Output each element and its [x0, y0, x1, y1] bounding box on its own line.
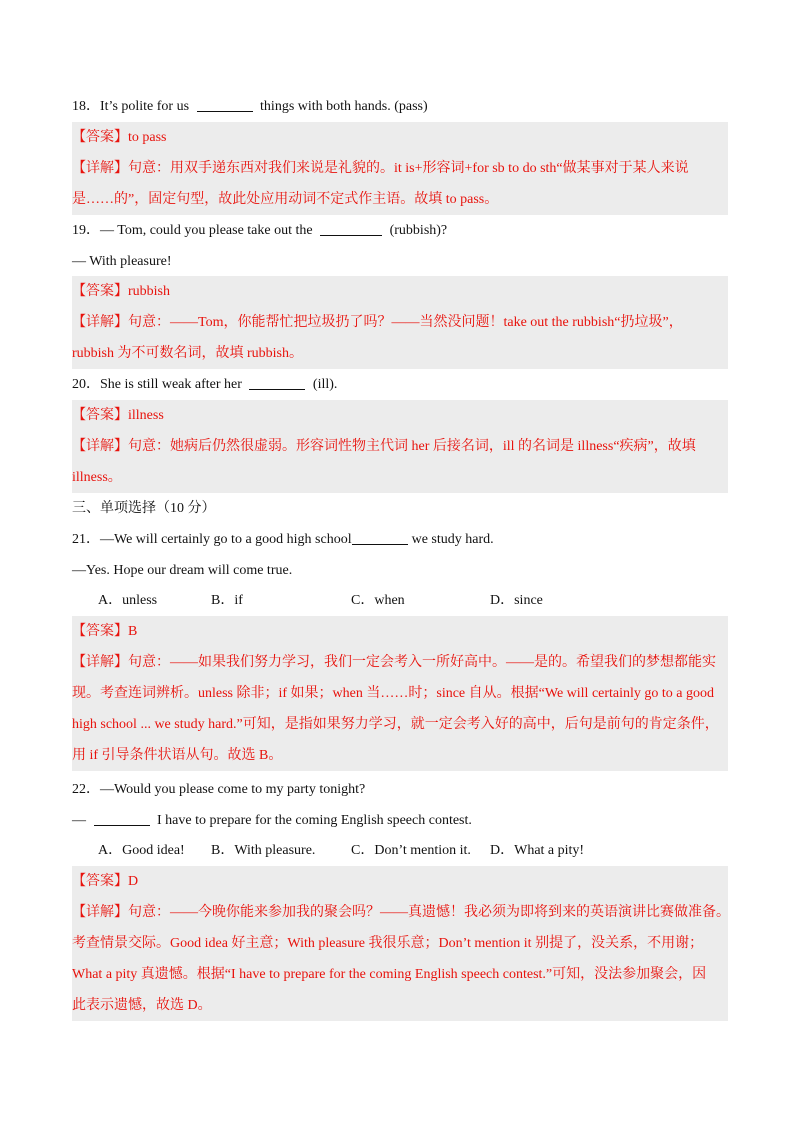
- question-21-options: [72, 585, 728, 616]
- question-21-detail-line: 用 if 引导条件状语从句。故选 B。: [72, 740, 728, 771]
- option-d: D．since: [490, 593, 543, 608]
- question-19-stem-pre: 19．— Tom, could you please take out the: [72, 223, 313, 238]
- question-22-detail-line: What a pity 真遗憾。根据“I have to prepare for the coming English speech contest.”可知，没法参加聚会，因: [72, 959, 728, 990]
- question-19-stem-post: (rubbish)?: [389, 223, 448, 238]
- question-19-detail-line: 【详解】句意：——Tom，你能帮忙把垃圾扔了吗？——当然没问题！take out the rubbish“扔垃圾”，: [72, 307, 728, 338]
- question-21-stem-post: we study hard.: [411, 532, 494, 547]
- question-20-stem: [72, 369, 728, 400]
- question-21-detail-line: high school ... we study hard.”可知，是指如果努力学习，就一定会考入好的高中，后句是前句的肯定条件，: [72, 709, 728, 740]
- question-18-stem-pre: 18．It’s polite for us: [72, 99, 190, 114]
- fill-blank: [94, 811, 150, 826]
- question-22-answer: 【答案】D: [72, 866, 728, 897]
- question-19-stem: [72, 215, 728, 246]
- question-22-stem: 22．—Would you please come to my party tonight?: [72, 782, 366, 797]
- option-a: A．Good idea!: [98, 843, 185, 858]
- question-21-detail-line: 【详解】句意：——如果我们努力学习，我们一定会考入一所好高中。——是的。希望我们的梦想都能实: [72, 647, 728, 678]
- question-22-reply-pre: —: [72, 813, 86, 828]
- option-b: B．if: [211, 593, 243, 608]
- question-21-answer: 【答案】B: [72, 616, 728, 647]
- question-18-stem: [72, 91, 728, 122]
- section-heading: 三、单项选择（10 分）: [72, 501, 216, 516]
- fill-blank: [197, 97, 253, 112]
- option-c: C．Don’t mention it.: [351, 843, 471, 858]
- fill-blank: [352, 530, 408, 545]
- question-22-detail-line: 【详解】句意：——今晚你能来参加我的聚会吗？——真遗憾！我必须为即将到来的英语演讲比赛做准备。: [72, 897, 728, 928]
- fill-blank: [320, 221, 382, 236]
- question-20-stem-pre: 20．She is still weak after her: [72, 377, 242, 392]
- option-a: A．unless: [98, 593, 158, 608]
- question-22-detail-line: 此表示遗憾，故选 D。: [72, 990, 728, 1021]
- question-18-stem-post: things with both hands. (pass): [260, 99, 428, 114]
- question-21-detail-line: 现。考查连词辨析。unless 除非；if 如果；when 当……时；since 自从。根据“We will certainly go to a good: [72, 678, 728, 709]
- question-22-detail-line: 考查情景交际。Good idea 好主意；With pleasure 我很乐意；Don’t mention it 别提了，没关系，不用谢；: [72, 928, 728, 959]
- question-20-detail-line: 【详解】句意：她病后仍然很虚弱。形容词性物主代词 her 后接名词，ill 的名词是 illness“疾病”，故填: [72, 431, 728, 462]
- question-19-answer: 【答案】rubbish: [72, 276, 728, 307]
- question-22-options: [72, 835, 728, 866]
- question-20-answer: 【答案】illness: [72, 400, 728, 431]
- question-19-detail-line: rubbish 为不可数名词，故填 rubbish。: [72, 338, 728, 369]
- option-d: D．What a pity!: [490, 843, 585, 858]
- question-18-detail-line: 是……的”，固定句型，故此处应用动词不定式作主语。故填 to pass。: [72, 184, 728, 215]
- question-20-detail-line: illness。: [72, 462, 728, 493]
- question-22-reply-post: I have to prepare for the coming English speech contest.: [157, 813, 472, 828]
- question-20-stem-post: (ill).: [312, 377, 338, 392]
- option-b: B．With pleasure.: [211, 843, 316, 858]
- question-21-stem: [72, 524, 728, 555]
- question-22-reply: [72, 805, 728, 836]
- question-18-detail-line: 【详解】句意：用双手递东西对我们来说是礼貌的。it is+形容词+for sb to do sth“做某事对于某人来说: [72, 153, 728, 184]
- option-c: C．when: [351, 593, 405, 608]
- fill-blank: [249, 375, 305, 390]
- question-21-stem-pre: 21．—We will certainly go to a good high school: [72, 532, 352, 547]
- question-21-reply: —Yes. Hope our dream will come true.: [72, 563, 293, 578]
- question-19-reply: — With pleasure!: [72, 254, 172, 269]
- question-18-answer: 【答案】to pass: [72, 122, 728, 153]
